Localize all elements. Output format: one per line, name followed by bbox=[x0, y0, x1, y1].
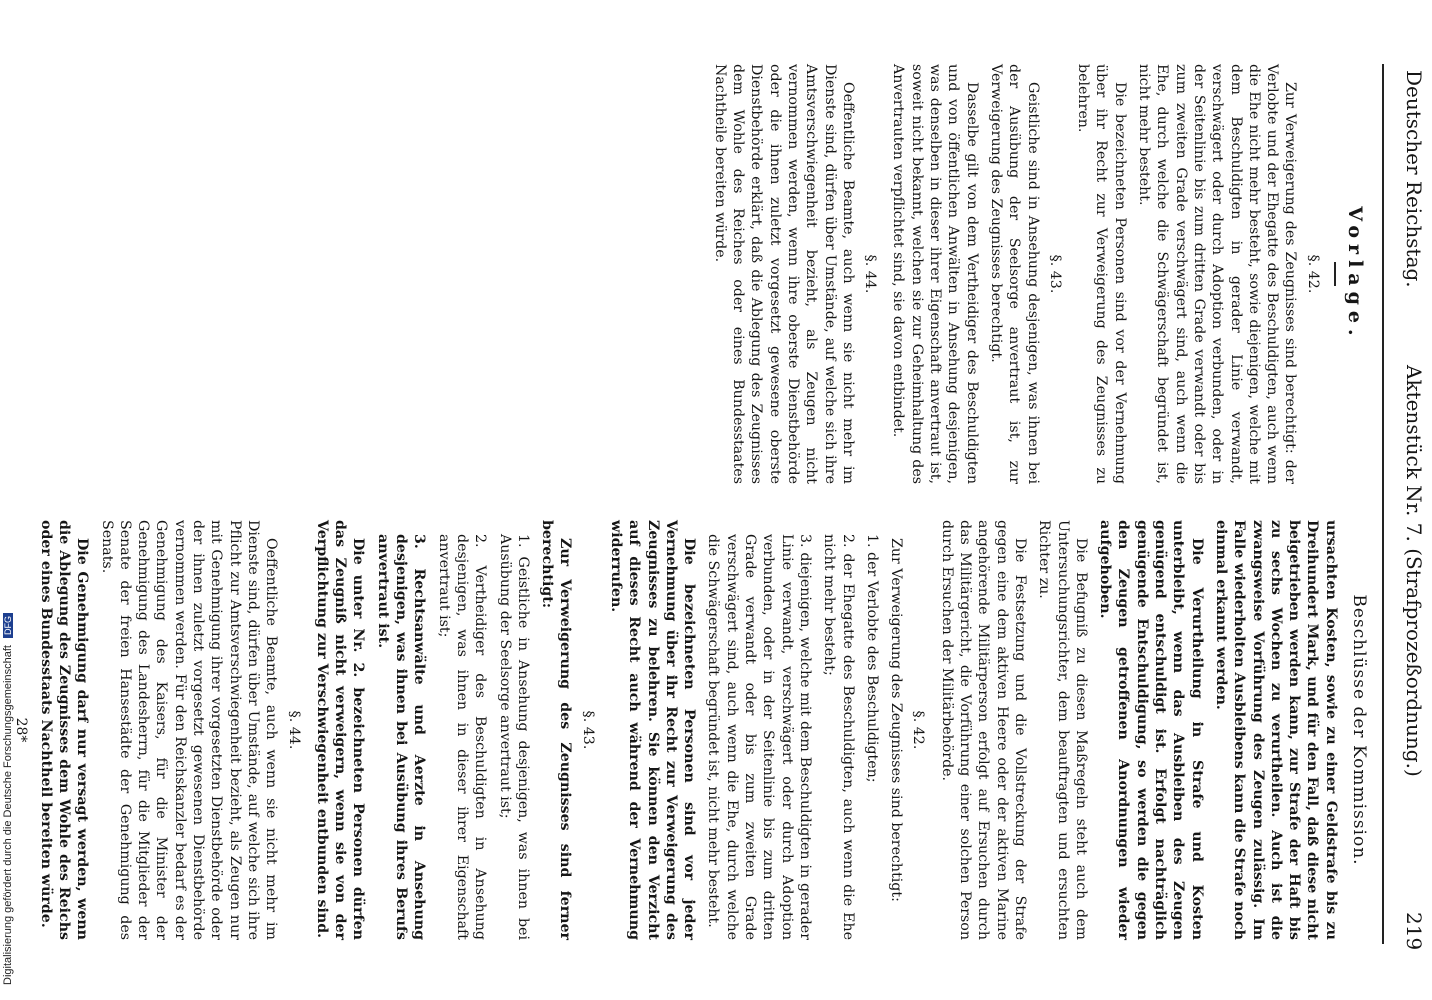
list-item: 2. der Ehegatte des Beschuldigten, auch wenn die Ehe nicht mehr besteht; bbox=[821, 534, 856, 940]
intro-paragraph-1: ursachten Kosten, sowie zu einer Geldstrafe bis zu Dreihundert Mark, und für den Fall, daß diese nicht beigetrieben werden kann, zur Strafe der Haft bis zu sechs Wochen zu verurtheilen. Auch ist die zwangsweise Vorführung des Zeugen zulässig. Im Falle wiederholten Ausbleibens kann die Strafe noch einmal erkannt werden. bbox=[1212, 520, 1339, 940]
r-section-42-lead: Zur Verweigerung des Zeugnisses sind berechtigt: bbox=[888, 538, 905, 902]
r-section-43-title: §. 43. bbox=[579, 710, 596, 750]
right-column bbox=[6, 520, 1372, 940]
r-section-44-text: Oeffentliche Beamte, auch wenn sie nicht mehr im Dienste sind, dürfen über Umstände, auf welche sich ihre Pflicht zur Amtsverschwiegenheit bezieht, als Zeugen nur mit Genehmigung ihrer vorgesetzten Dienstbehörde oder der ihnen zuletzt vorgesetzt gewesenen Dienstbehörde vernommen werden. Für den Reichskanzler bedarf es der Genehmigung des Kaisers, für die Minister der Genehmigung des Landesherrn, für die Mitglieder der Senate der freien Hansestädte der Genehmigung des Senats. bbox=[98, 520, 280, 940]
section-42-text-2: Die bezeichneten Personen sind vor der Vernehmung über ihr Recht zur Verweigerung des Zeugnisses zu belehren. bbox=[1075, 64, 1128, 484]
r-section-42-list bbox=[704, 520, 881, 940]
section-42-title: §. 42. bbox=[1304, 254, 1321, 294]
r-section-42-title: §. 42. bbox=[910, 710, 927, 750]
section-44-text: Oeffentliche Beamte, auch wenn sie nicht mehr im Dienste sind, dürfen über Umstände, auf welche sich ihre Amtsverschwiegenheit bezieht, als Zeugen nicht vernommen werden, wenn ihre oberste Dienstbehörde oder die ihnen zuletzt vorgesetzt gewesene oberste Dienstbehörde erklärt, daß die Ablegung des Zeugnisses dem Wohle des Reiches oder eines Bundesstaates Nachtheile bereiten würde. bbox=[711, 64, 856, 484]
r-section-43-list bbox=[373, 520, 531, 940]
list-item: 1. Geistliche in Ansehung desjenigen, was ihnen bei Ausübung der Seelsorge anvertraut ist; bbox=[496, 534, 531, 940]
side-note bbox=[2, 565, 14, 985]
page-number: 219 bbox=[1402, 912, 1426, 951]
intro-paragraph-4: Die Festsetzung und die Vollstreckung der Strafe gegen eine dem aktiven Heere oder der aktiven Marine angehörende Militärperson erfolgt auf Ersuchen durch das Militärgericht, die Vorführung einer solchen Person durch Ersuchen der Militärbehörde. bbox=[938, 520, 1028, 940]
r-section-42-text-2: Die bezeichneten Personen sind vor jeder Vernehmung über ihr Recht zur Verweigerung des Zeugnisses zu belehren. Sie können den Verzicht auf dieses Recht auch während der Vernehmung widerrufen. bbox=[608, 520, 698, 940]
left-column bbox=[705, 64, 1373, 484]
intro-paragraph-3: Die Befugniß zu diesen Maßregeln steht auch dem Untersuchungsrichter, dem beauftragten und ersuchten Richter zu. bbox=[1036, 520, 1089, 940]
intro-paragraph-2: Die Verurtheilung in Strafe und Kosten unterbleibt, wenn das Ausbleiben des Zeugen genügend entschuldigt ist. Erfolgt nachträglich genügende Entschuldigung, so werden die gegen den Zeugen getroffenen Anordnungen wieder aufgehoben. bbox=[1097, 520, 1205, 940]
r-section-43-lead: Zur Verweigerung des Zeugnisses sind ferner berechtigt: bbox=[539, 520, 574, 940]
right-heading: Beschlüsse der Kommission. bbox=[1349, 594, 1369, 866]
list-item: 3. diejenigen, welche mit dem Beschuldigten in gerader Linie verwandt, verschwägert oder durch Adoption verbunden, oder in der Seitenlinie bis zum dritten Grade verwandt oder bis zum zweiten Grade verschwägert sind, auch wenn die Ehe, durch welche die Schwägerschaft begründet ist, nicht mehr besteht. bbox=[705, 534, 813, 940]
r-section-43-text-2: Die unter Nr. 2. bezeichneten Personen dürfen das Zeugniß nicht verweigern, wenn sie von der Verpflichtung zur Verschwiegenheit entbunden sind. bbox=[313, 520, 367, 940]
side-note-text: Digitalisierung gefördert durch die Deutsche Forschungsgemeinschaft bbox=[2, 645, 14, 985]
left-heading: Vorlage. bbox=[1344, 206, 1366, 342]
dfg-logo-icon: DFG bbox=[3, 613, 13, 638]
header-center: Aktenstück Nr. 7. (Strafprozeßordnung.) bbox=[1402, 365, 1426, 777]
header-rule bbox=[1382, 64, 1384, 944]
section-42-text: Zur Verweigerung des Zeugnisses sind berechtigt: der Verlobte und der Ehegatte des Beschuldigten, auch wenn die Ehe nicht mehr besteht, sowie diejenigen, welche mit dem Beschuldigten in gerader Linie verwandt, verschwägert oder durch Adoption verbunden, oder in der Seitenlinie bis zum dritten Grade verwandt oder bis zum zweiten Grade verschwägert sind, auch wenn die Ehe, durch welche die Schwägerschaft begründet ist, nicht mehr besteht. bbox=[1136, 64, 1299, 484]
r-section-44-title: §. 44. bbox=[285, 710, 302, 750]
page-header bbox=[1390, 0, 1426, 1000]
list-item: 2. Vertheidiger des Beschuldigten in Ansehung desjenigen, was ihnen in dieser ihrer Eigenschaft anvertraut ist; bbox=[435, 534, 489, 940]
list-item: 1. der Verlobte des Beschuldigten; bbox=[863, 534, 880, 783]
section-43-title: §. 43. bbox=[1046, 254, 1063, 294]
header-left: Deutscher Reichstag. bbox=[1402, 70, 1426, 288]
heading-rule bbox=[1334, 262, 1336, 286]
section-43-text-2: Dasselbe gilt von dem Vertheidiger des Beschuldigten und von öffentlichen Anwälten in Ansehung desjenigen, was denselben in dieser ihrer Eigenschaft anvertraut ist, soweit nicht bekannt, welchen sie zur Geheimhaltung des Anvertrauten verpflichtet sind, sie davon entbindet. bbox=[890, 64, 980, 484]
list-item: 3. Rechtsanwälte und Aerzte in Ansehung desjenigen, was ihnen bei Ausübung ihres Berufs anvertraut ist. bbox=[374, 534, 428, 940]
r-section-44-text-2: Die Genehmigung darf nur versagt werden, wenn die Ablegung des Zeugnisses dem Wohle des Reichs oder eines Bundesstaats Nachtheil bereiten würde. bbox=[37, 520, 91, 940]
section-44-title: §. 44. bbox=[862, 254, 879, 294]
signature-mark: 28* bbox=[13, 717, 30, 743]
section-43-text: Geistliche sind in Ansehung desjenigen, was ihnen bei der Ausübung der Seelsorge anvertraut ist, zur Verweigerung des Zeugnisses berechtigt. bbox=[987, 64, 1041, 484]
